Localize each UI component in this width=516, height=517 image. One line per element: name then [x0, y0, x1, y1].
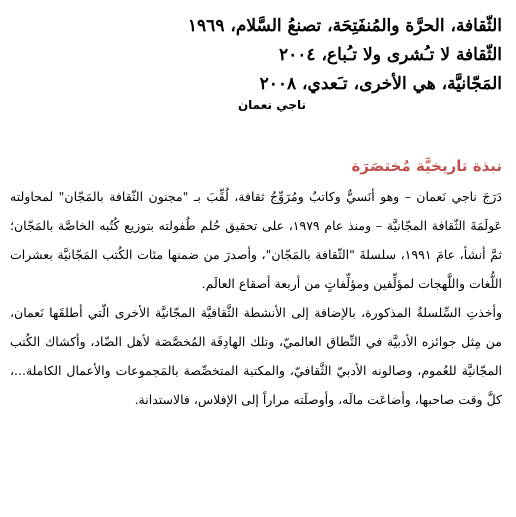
slogan-line-1: الثّقافة، الحرَّة والمُنفَتِحَة، تصنعُ السَّلام، ١٩٦٩	[187, 16, 502, 36]
slogan-line-2: الثّقافة لا تـُشرى ولا تـُباع، ٢٠٠٤	[279, 45, 502, 65]
paragraph-1: دَرَجَ ناجي نَعمان – وهو أنَسيٌّ وكاتبٌ ومُرَوِّجُ ثقافة، لُقِّبَ بـ "مجنون الثّقافة بالمَجّان" لمحاولته عَولَمَةَ الثّقافة المجّانيَّة – ومنذ عام ١٩٧٩، على تحقيق حُلم طُفولته بتوزيع كُتُبه الخاصَّة بالمَجّان؛ ثمَّ أنشأ، عامَ ١٩٩١، سلسلةَ "الثّقافة بالمَجّان"، وأصدرَ من ضمنها مئات الكُتب المَجّانيَّة بعشرات اللُّغات واللَّهجات لمؤلِّفين ومؤلِّفاتٍ من أربعة أصقاع العالَم.	[10, 189, 503, 291]
slogan-line-3: المَجّانيَّة، هي الأخرى، تـَعدي، ٢٠٠٨	[259, 74, 502, 94]
header-slogans	[12, 12, 502, 113]
body-text	[10, 182, 502, 414]
paragraph-2: وأخذتِ السِّلسلةُ المذكورة، بالإضافة إلى الأنشطة الثَّقافيَّة المجّانيَّة الأخرى الّتي أطلقَها نَعمان، من مِثل جوائزه الأدبيَّة في النِّطاق العالميّ، وتلك الهادِفَة المُخصَّصَة لأهل الضّاد، وأكشاك الكُتب المجّانيَّة للعُموم، وصالونه الأدبيّ الثَّقافيّ، والمكتبة المتخصِّصة بالمَجموعات والأعمال الكاملة...، كلَّ وقت صاحبها، وأضاعَت مالَه، وأوصلَته مراراً إلى الإفلاس، فالاستدانة.	[10, 305, 502, 407]
author-signature: ناجي نعمان	[237, 98, 306, 112]
section-title: نبذة تاريخيَّة مُختصَرَة	[351, 157, 502, 175]
